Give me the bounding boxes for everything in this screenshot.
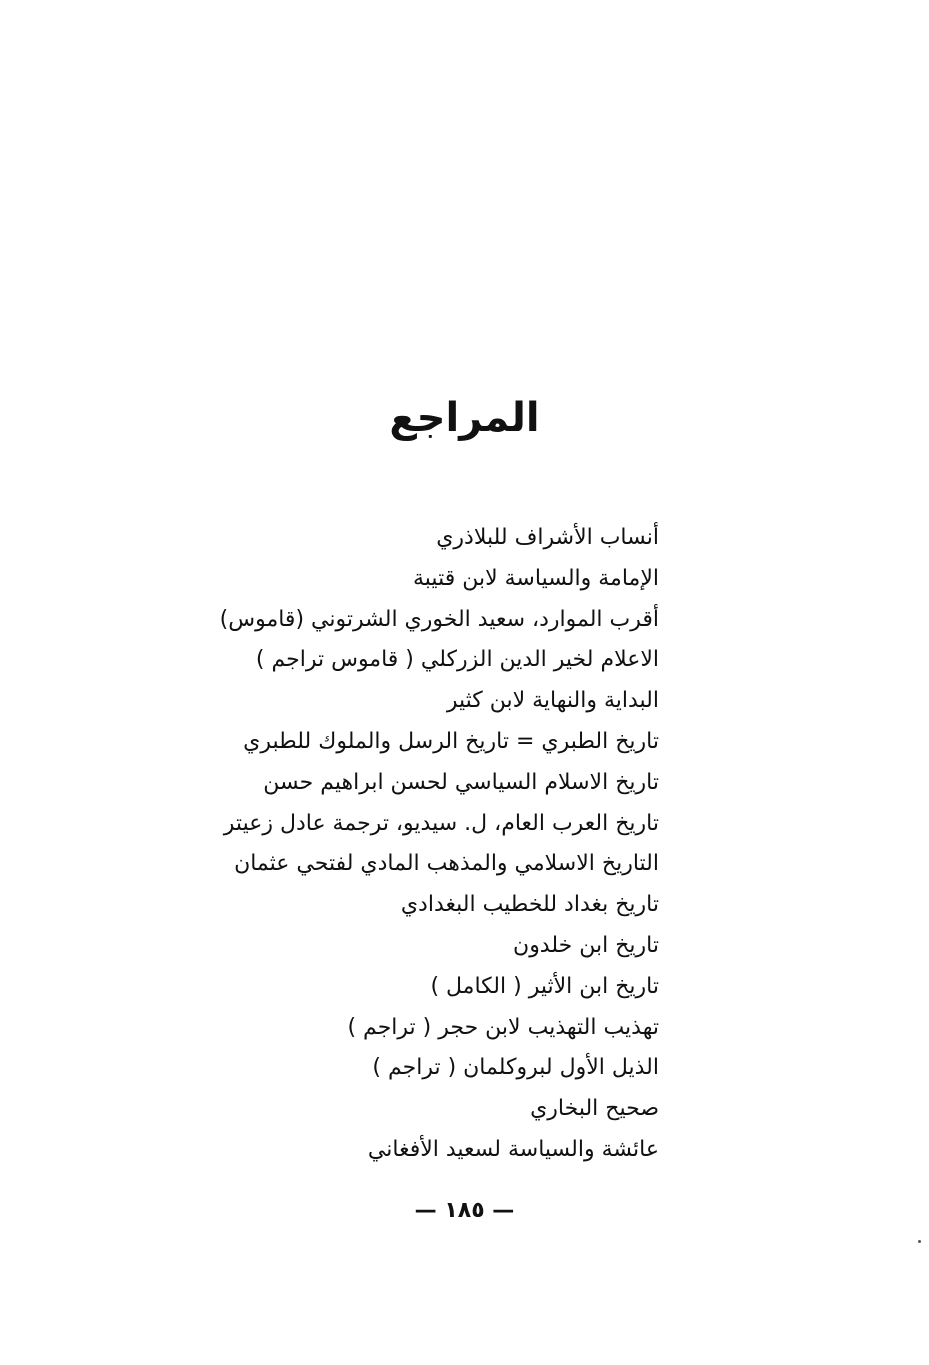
list-item: أقرب الموارد، سعيد الخوري الشرتوني (قاموس) xyxy=(219,606,659,632)
list-item: تاريخ الاسلام السياسي لحسن ابراهيم حسن xyxy=(263,769,659,795)
list-item: التاريخ الاسلامي والمذهب المادي لفتحي عثمان xyxy=(234,851,659,877)
list-item: الذيل الأول لبروكلمان ( تراجم ) xyxy=(372,1055,659,1081)
list-item: أنساب الأشراف للبلاذري xyxy=(436,525,659,550)
list-item: تهذيب التهذيب لابن حجر ( تراجم ) xyxy=(347,1014,659,1040)
references-list xyxy=(219,518,659,1171)
list-item: البداية والنهاية لابن كثير xyxy=(446,688,659,714)
page-number: — ١٨٥ — xyxy=(414,1198,515,1223)
scan-speck xyxy=(918,1240,921,1243)
list-item: الاعلام لخير الدين الزركلي ( قاموس تراجم ) xyxy=(255,647,659,673)
list-item: صحيح البخاري xyxy=(530,1096,659,1122)
list-item: تاريخ الطبري = تاريخ الرسل والملوك للطبري xyxy=(243,728,659,754)
list-item: تاريخ ابن الأثير ( الكامل ) xyxy=(430,973,659,999)
list-item: تاريخ ابن خلدون xyxy=(513,932,659,958)
list-item: تاريخ بغداد للخطيب البغدادي xyxy=(400,892,659,918)
page-title: المراجع xyxy=(389,395,540,441)
list-item: عائشة والسياسة لسعيد الأفغاني xyxy=(367,1136,659,1162)
list-item: تاريخ العرب العام، ل. سيديو، ترجمة عادل زعيتر xyxy=(223,810,659,836)
list-item: الإمامة والسياسة لابن قتيبة xyxy=(413,565,659,591)
